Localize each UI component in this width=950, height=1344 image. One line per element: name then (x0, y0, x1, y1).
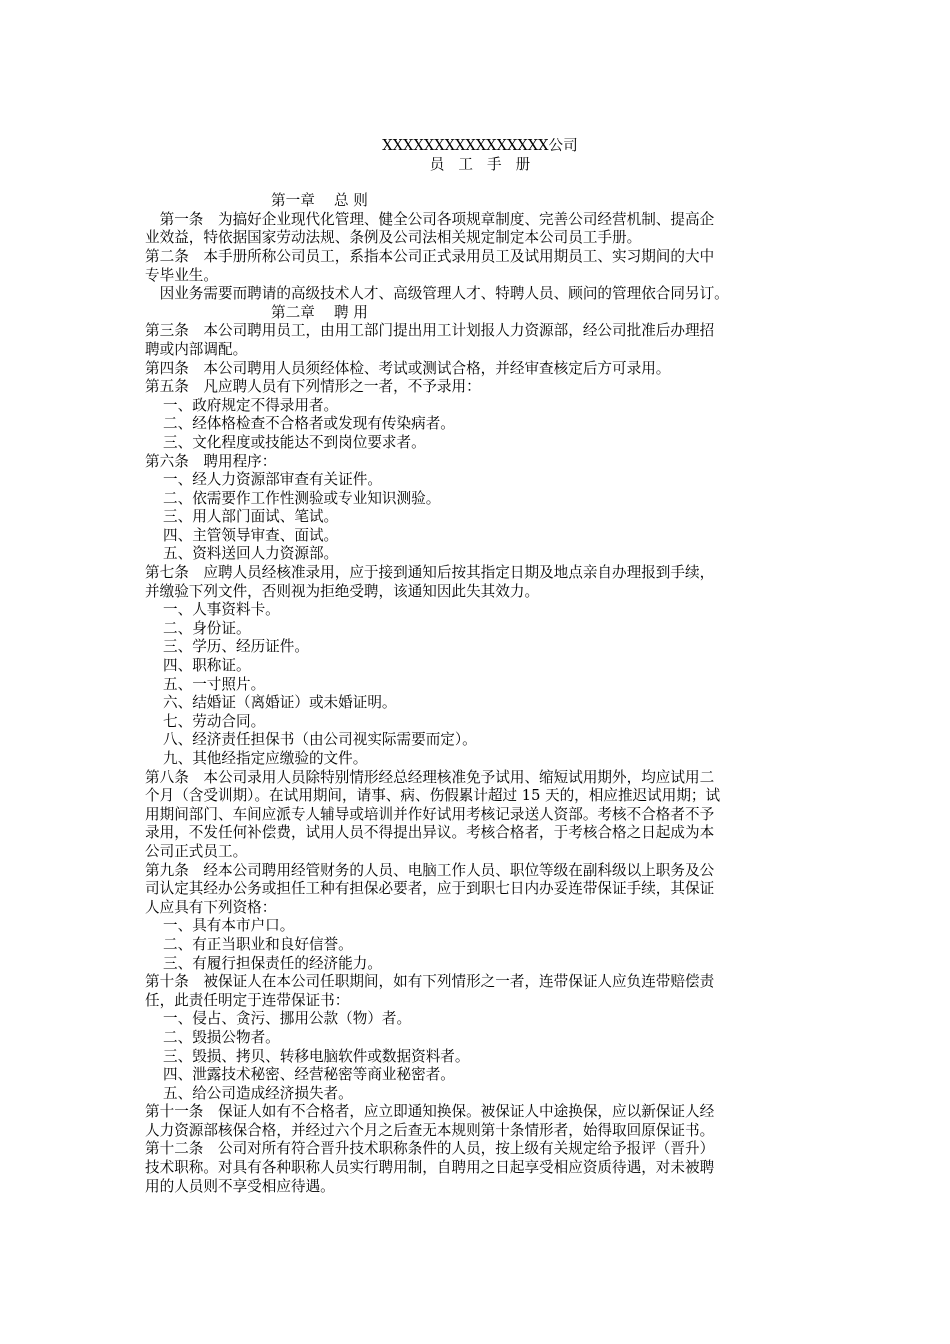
list-item: 四、主管领导审查、面试。 (163, 526, 339, 544)
article-8-line-1: 第八条 本公司录用人员除特别情形经总经理核准免予试用、缩短试用期外，均应试用二 (145, 768, 715, 786)
article-2-supplement: 因业务需要而聘请的高级技术人才、高级管理人才、特聘人员、顾问的管理依合同另订。 (145, 285, 729, 303)
article-12-line-1: 第十二条 公司对所有符合晋升技术职称条件的人员，按上级有关规定给予报评（晋升） (145, 1140, 715, 1158)
article-9-line-1: 第九条 经本公司聘用经管财务的人员、电脑工作人员、职位等级在副科级以上职务及公 (145, 861, 715, 879)
list-item: 一、侵占、贪污、挪用公款（物）者。 (163, 1010, 412, 1028)
article-12-line-2: 技术职称。对具有各种职称人员实行聘用制，自聘用之日起享受相应资质待遇，对未被聘 (145, 1159, 715, 1177)
list-item: 四、泄露技术秘密、经营秘密等商业秘密者。 (163, 1066, 455, 1084)
article-5: 第五条 凡应聘人员有下列情形之一者，不予录用： (145, 378, 481, 396)
list-item: 九、其他经指定应缴验的文件。 (163, 750, 368, 767)
article-9-line-3: 人应具有下列资格： (145, 898, 277, 916)
list-item: 二、有正当职业和良好信誉。 (163, 935, 353, 953)
list-item: 五、一寸照片。 (163, 675, 266, 693)
article-8-line-5: 公司正式员工。 (145, 842, 248, 860)
list-item: 二、依需要作工作性测验或专业知识测验。 (163, 489, 441, 507)
list-item: 三、文化程度或技能达不到岗位要求者。 (163, 433, 426, 451)
list-item: 三、有履行担保责任的经济能力。 (163, 954, 382, 972)
article-8-line-4: 录用，不发任何补偿费，试用人员不得提出异议。考核合格者，于考核合格之日起成为本 (145, 824, 715, 842)
list-item: 一、人事资料卡。 (163, 601, 280, 619)
article-11-line-2: 人力资源部核保合格，并经过六个月之后查无本规则第十条情形者，始得取回原保证书。 (145, 1121, 715, 1139)
article-7-line-2: 并缴验下列文件，否则视为拒绝受聘，该通知因此失其效力。 (145, 582, 540, 600)
list-item: 一、经人力资源部审查有关证件。 (163, 471, 382, 489)
list-item: 三、学历、经历证件。 (163, 638, 309, 656)
list-item: 一、政府规定不得录用者。 (163, 396, 339, 414)
list-item: 二、毁损公物者。 (163, 1028, 280, 1046)
article-1-line-2: 业效益，特依据国家劳动法规、条例及公司法相关规定制定本公司员工手册。 (145, 229, 642, 247)
company-name: XXXXXXXXXXXXXXXX公司 (382, 137, 578, 154)
article-6: 第六条 聘用程序： (145, 452, 277, 470)
list-item: 四、职称证。 (163, 657, 251, 675)
article-2-line-1: 第二条 本手册所称公司员工，系指本公司正式录用员工及试用期员工、实习期间的大中 (145, 247, 715, 265)
list-item: 五、资料送回人力资源部。 (163, 545, 339, 563)
article-4: 第四条 本公司聘用人员须经体检、考试或测试合格，并经审查核定后方可录用。 (145, 359, 671, 377)
article-3-line-1: 第三条 本公司聘用员工，由用工部门提出用工计划报人力资源部，经公司批准后办理招 (145, 322, 715, 340)
document-title: 员工手册 (429, 155, 545, 173)
list-item: 七、劳动合同。 (163, 712, 266, 730)
article-9-line-2: 司认定其经办公务或担任工种有担保必要者，应于到职七日内办妥连带保证手续，其保证 (145, 880, 715, 898)
chapter-2-heading: 第二章 聘 用 (271, 303, 368, 321)
article-12-line-3: 用的人员则不享受相应待遇。 (145, 1177, 335, 1195)
document-body (145, 137, 815, 1196)
article-8-line-2: 个月（含受训期）。在试用期间，请事、病、伤假累计超过 15 天的，相应推迟试用期；试 (145, 787, 721, 805)
article-7-line-1: 第七条 应聘人员经核准录用，应于接到通知后按其指定日期及地点亲自办理报到手续， (145, 564, 715, 582)
list-item: 一、具有本市户口。 (163, 917, 295, 935)
list-item: 三、毁损、拷贝、转移电脑软件或数据资料者。 (163, 1047, 470, 1065)
list-item: 六、结婚证（离婚证）或未婚证明。 (163, 694, 397, 712)
article-10-line-2: 任，此责任明定于连带保证书： (145, 991, 350, 1009)
article-3-line-2: 聘或内部调配。 (145, 340, 248, 358)
article-8-line-3: 用期间部门、车间应派专人辅导或培训并作好试用考核记录送人资部。考核不合格者不予 (145, 805, 715, 823)
article-2-line-2: 专毕业生。 (145, 266, 218, 284)
list-item: 五、给公司造成经济损失者。 (163, 1084, 353, 1102)
chapter-1-heading: 第一章 总 则 (271, 192, 368, 210)
article-10-line-1: 第十条 被保证人在本公司任职期间，如有下列情形之一者，连带保证人应负连带赔偿责 (145, 973, 715, 991)
article-1-line-1: 第一条 为搞好企业现代化管理、健全公司各项规章制度、完善公司经营机制、提高企 (145, 210, 715, 228)
list-item: 八、经济责任担保书（由公司视实际需要而定）。 (163, 731, 477, 749)
article-11-line-1: 第十一条 保证人如有不合格者，应立即通知换保。被保证人中途换保，应以新保证人经 (145, 1103, 715, 1121)
list-item: 二、经体格检查不合格者或发现有传染病者。 (163, 415, 455, 433)
list-item: 二、身份证。 (163, 619, 251, 637)
list-item: 三、用人部门面试、笔试。 (163, 508, 339, 526)
